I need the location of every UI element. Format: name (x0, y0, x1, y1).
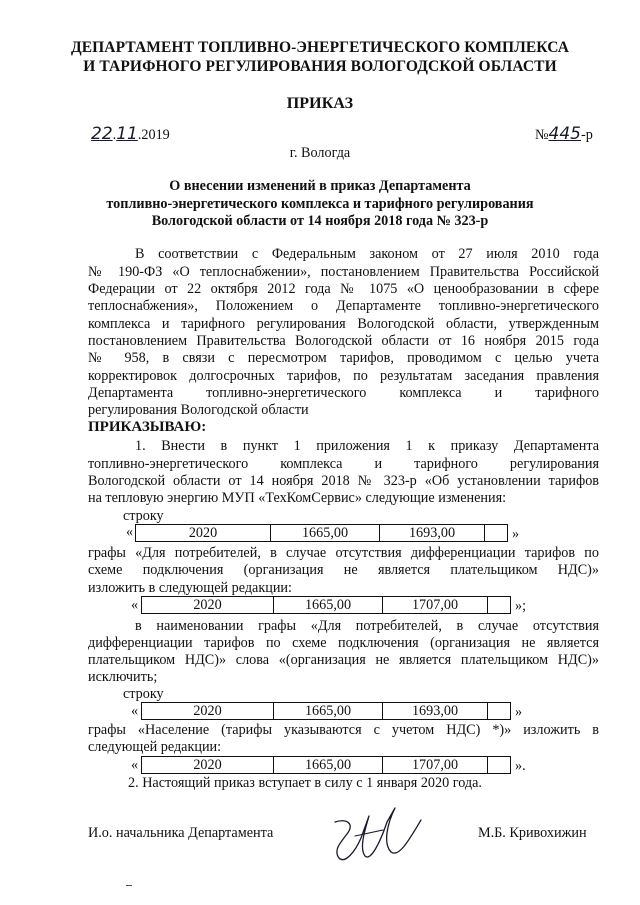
close-quote-semicolon: »; (515, 598, 527, 614)
cell-tariff-2: 1707,00 (383, 757, 488, 774)
cell-year: 2020 (136, 525, 271, 542)
cell-empty (488, 597, 511, 614)
open-quote: « (131, 757, 139, 773)
number-suffix: -р (581, 127, 593, 143)
text-b-line: исключить; (88, 669, 158, 685)
number-prefix: № (535, 127, 549, 143)
close-quote-dot: ». (515, 758, 526, 774)
item1-line: на тепловую энергию МУП «ТехКомСервис» следующие изменения: (88, 490, 507, 506)
preamble-line: комплекса и тарифного регулирования Вологодской области, утвержденным (88, 316, 599, 332)
order-word: ПРИКАЗЫВАЮ: (88, 419, 207, 435)
date-year: .2019 (137, 127, 170, 143)
department-name-line2: И ТАРИФНОГО РЕГУЛИРОВАНИЯ ВОЛОГОДСКОЙ ОБЛАСТИ (83, 58, 557, 75)
open-quote: « (131, 597, 139, 613)
item1-line: Вологодской области от 14 ноября 2018 № 323-р «Об установлении тарифов (88, 473, 599, 489)
item1-line: 1. Внести в пункт 1 приложения 1 к приказу Департамента (135, 438, 599, 454)
cell-empty (485, 525, 508, 542)
signer-name: М.Б. Кривохижин (478, 825, 587, 841)
text-a-line: изложить в следующей редакции: (88, 580, 292, 596)
close-quote: » (515, 704, 523, 720)
order-title-line2: топливно-энергетического комплекса и тарифного регулирования (106, 196, 534, 212)
open-quote: « (131, 703, 139, 719)
cell-tariff-2: 1693,00 (380, 525, 485, 542)
cell-empty (488, 703, 511, 720)
preamble-line: № 190-ФЗ «О теплоснабжении», постановлением Правительства Российской (88, 264, 599, 280)
order-title-line1: О внесении изменений в приказ Департамента (169, 178, 471, 194)
text-b-line: дифференциации тарифов по схеме подключения (организация не является (88, 635, 599, 651)
item1-line: топливно-энергетического комплекса и тарифного регулирования (88, 456, 599, 472)
date-month: 11 (116, 124, 138, 144)
date-day: 22 (91, 124, 113, 144)
cell-tariff-2: 1707,00 (383, 597, 488, 614)
close-quote: » (512, 526, 520, 542)
city: г. Вологда (289, 145, 351, 161)
preamble-line: Федерации от 22 октября 2012 года № 1075 «О ценообразовании в сфере (88, 281, 599, 297)
cell-year: 2020 (142, 597, 274, 614)
row-word: строку (123, 686, 164, 702)
scan-mark (126, 885, 132, 886)
department-name-line1: ДЕПАРТАМЕНТ ТОПЛИВНО-ЭНЕРГЕТИЧЕСКОГО КОМПЛЕКСА (70, 39, 570, 56)
preamble-line: постановлением Правительства Вологодской области от 16 ноября 2015 года (88, 333, 599, 349)
document-number (535, 126, 593, 144)
tariff-table-4 (141, 756, 511, 774)
document-type: ПРИКАЗ (286, 95, 354, 112)
text-a-line: схеме подключения (организация не является плательщиком НДС)» (88, 562, 599, 578)
text-c-line: графы «Население (тарифы указываются с учетом НДС) *)» изложить в (88, 722, 599, 738)
cell-tariff-1: 1665,00 (271, 525, 380, 542)
cell-tariff-1: 1665,00 (274, 597, 383, 614)
cell-year: 2020 (142, 703, 274, 720)
number-value: 445 (548, 124, 581, 144)
text-b-line: в наименовании графы «Для потребителей, в случае отсутствия (135, 618, 599, 634)
preamble-line: В соответствии с Федеральным законом от 27 июля 2010 года (135, 246, 599, 262)
cell-empty (488, 757, 511, 774)
handwritten-signature-icon (325, 800, 435, 870)
open-quote: « (126, 524, 134, 540)
text-b-line: плательщиком НДС)» слова «(организация не является плательщиком НДС)» (88, 652, 599, 668)
text-c-line: следующей редакции: (88, 739, 222, 755)
tariff-table-2 (141, 596, 511, 614)
cell-tariff-2: 1693,00 (383, 703, 488, 720)
tariff-table-3 (141, 702, 511, 720)
preamble-line: Департамента топливно-энергетического комплекса и тарифного (88, 385, 599, 401)
text-a-line: графы «Для потребителей, в случае отсутствия дифференциации тарифов по (88, 545, 599, 561)
signer-position: И.о. начальника Департамента (88, 825, 274, 841)
document-date: 22.11.2019 (91, 124, 170, 144)
item2: 2. Настоящий приказ вступает в силу с 1 января 2020 года. (128, 775, 482, 791)
cell-tariff-1: 1665,00 (274, 703, 383, 720)
preamble-line: корректировок долгосрочных тарифов, по результатам заседания правления (88, 368, 599, 384)
row-word: строку (123, 508, 164, 524)
tariff-table-1 (135, 524, 508, 542)
preamble-line: регулирования Вологодской области (88, 402, 309, 418)
order-title-line3: Вологодской области от 14 ноября 2018 года № 323-р (151, 213, 489, 229)
preamble-line: теплоснабжения», Положением о Департаменте топливно-энергетического (88, 298, 599, 314)
cell-tariff-1: 1665,00 (274, 757, 383, 774)
cell-year: 2020 (142, 757, 274, 774)
preamble-line: № 958, в связи с пересмотром тарифов, проводимом с целью учета (88, 350, 599, 366)
